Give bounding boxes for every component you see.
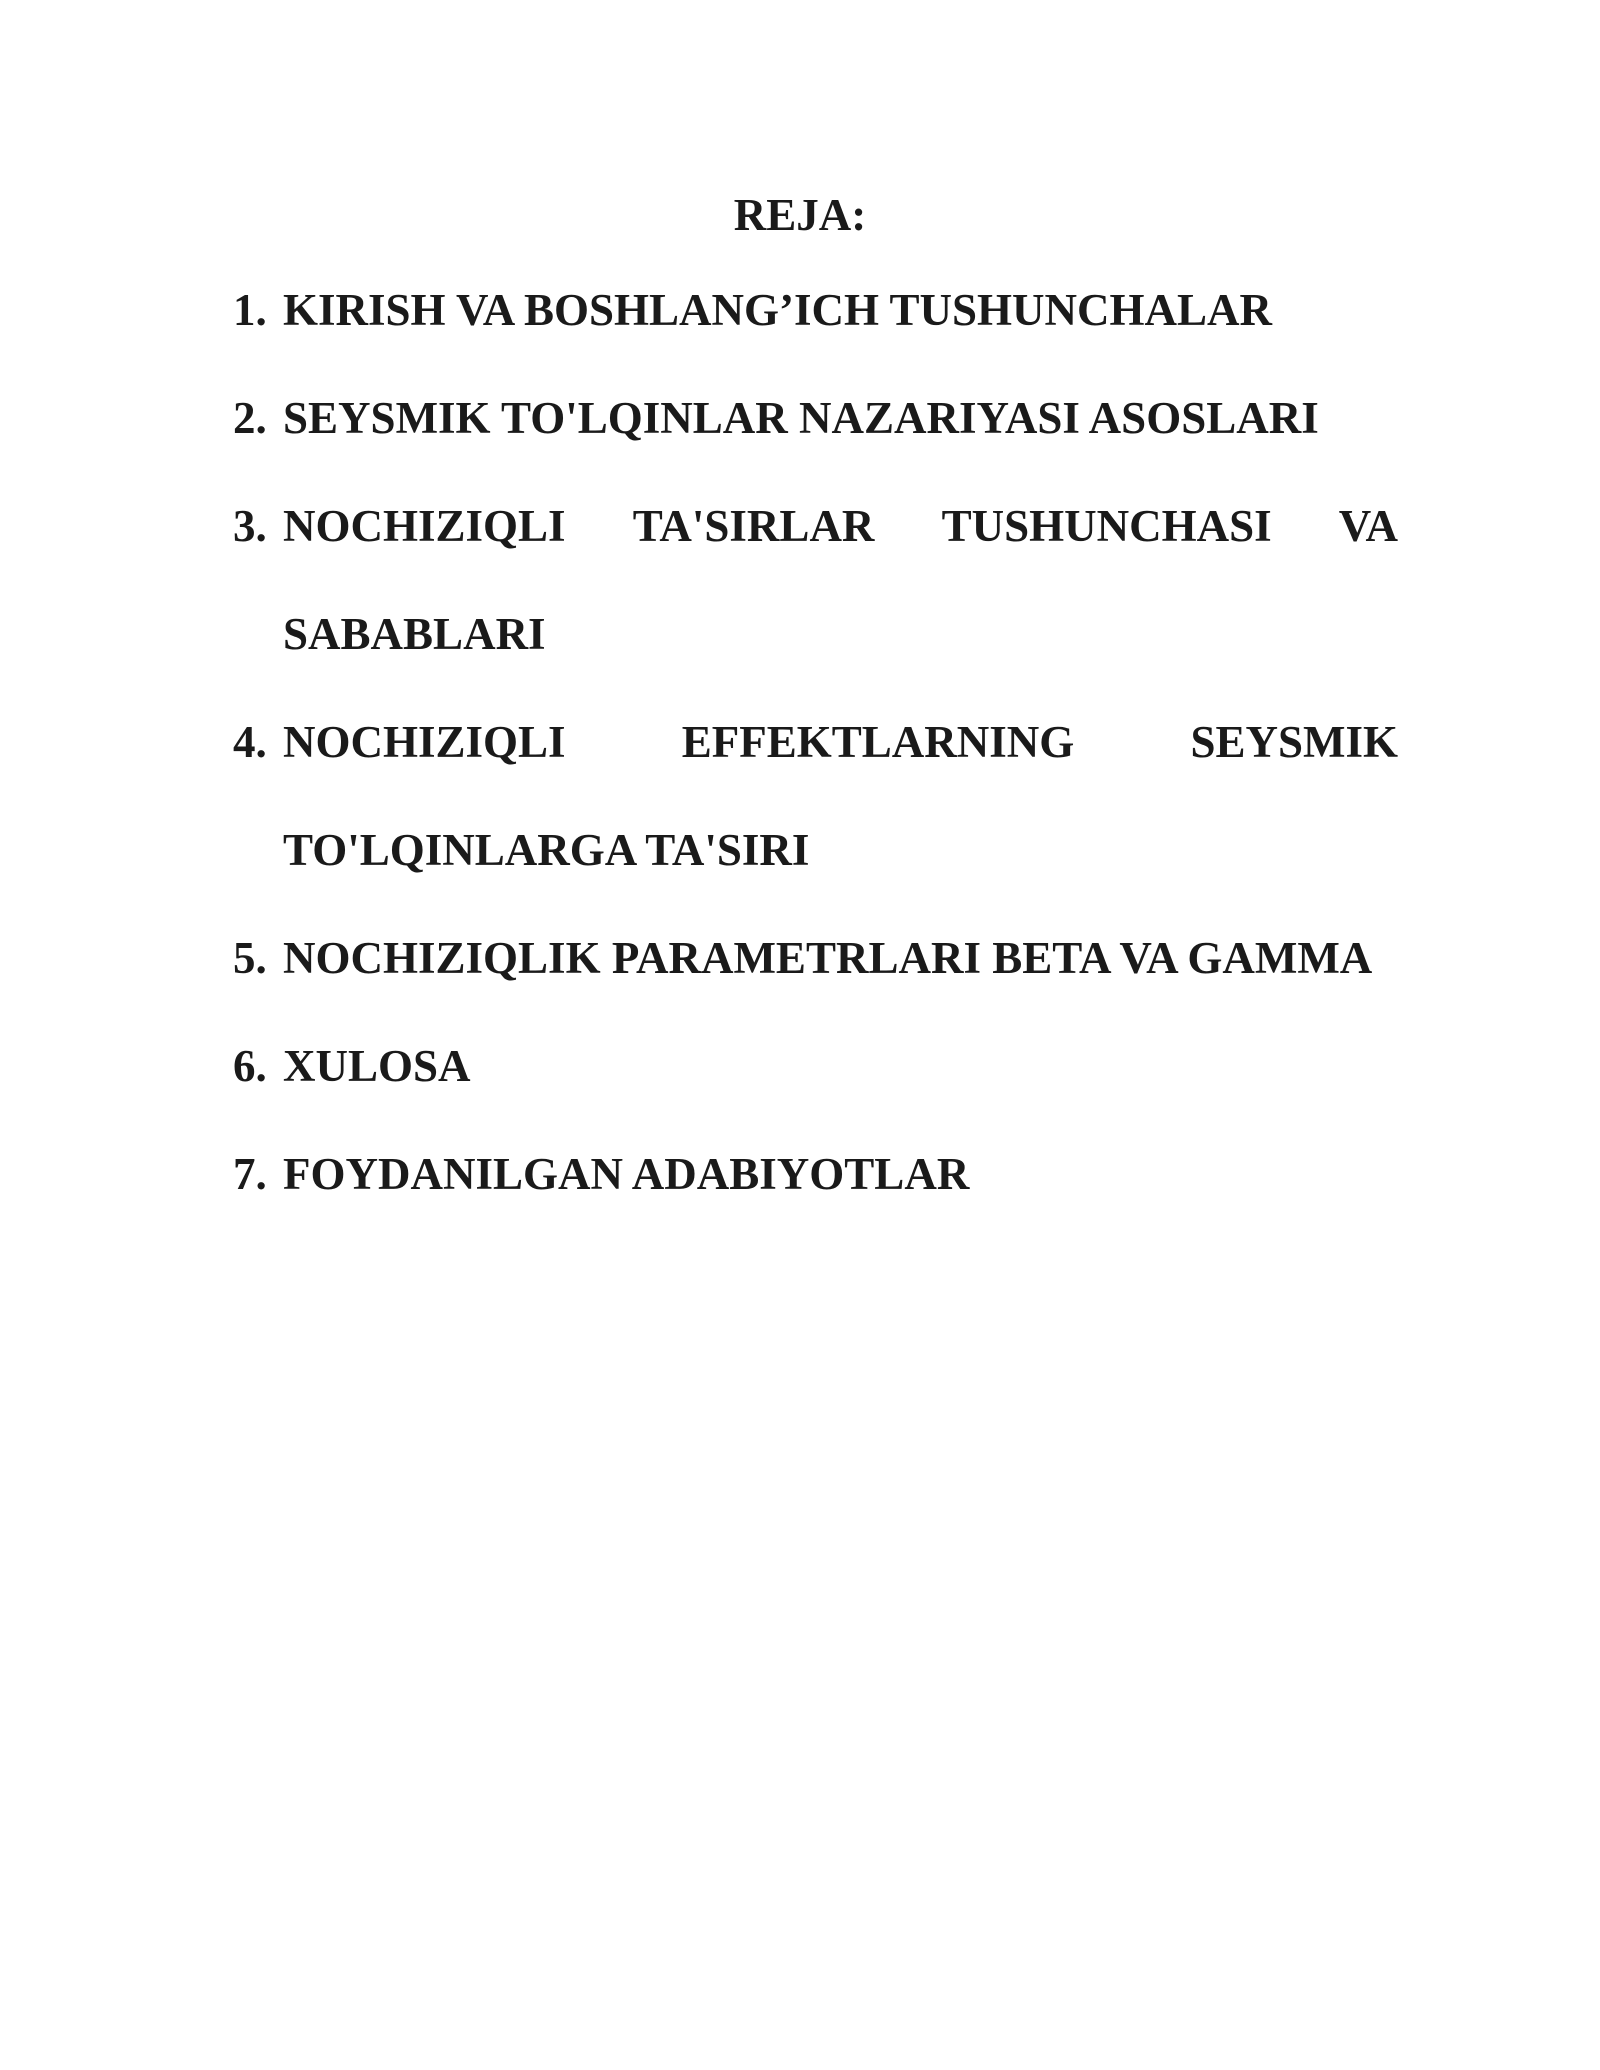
list-item [233, 364, 1398, 472]
list-item [233, 256, 1398, 364]
plan-list [233, 256, 1398, 1228]
item-text: NOCHIZIQLI TA'SIRLAR TUSHUNCHASI VA SABABLARI [283, 501, 1398, 659]
item-number: 2. [233, 393, 267, 443]
item-number: 3. [233, 501, 267, 551]
item-number: 7. [233, 1149, 267, 1199]
list-item [233, 1012, 1398, 1120]
item-text: NOCHIZIQLI EFFEKTLARNING SEYSMIK TO'LQINLARGA TA'SIRI [283, 717, 1398, 875]
item-text: NOCHIZIQLIK PARAMETRLARI BETA VA GAMMA [283, 933, 1373, 983]
list-item [233, 904, 1398, 1012]
list-item [233, 688, 1398, 904]
item-number: 1. [233, 285, 267, 335]
item-text: FOYDANILGAN ADABIYOTLAR [283, 1149, 970, 1199]
item-number: 4. [233, 717, 267, 767]
page-title: REJA: [733, 190, 867, 240]
item-text: XULOSA [283, 1041, 471, 1091]
item-text: KIRISH VA BOSHLANG’ICH TUSHUNCHALAR [283, 285, 1272, 335]
list-item [233, 472, 1398, 688]
list-item [233, 1120, 1398, 1228]
item-number: 6. [233, 1041, 267, 1091]
item-number: 5. [233, 933, 267, 983]
item-text: SEYSMIK TO'LQINLAR NAZARIYASI ASOSLARI [283, 393, 1319, 443]
